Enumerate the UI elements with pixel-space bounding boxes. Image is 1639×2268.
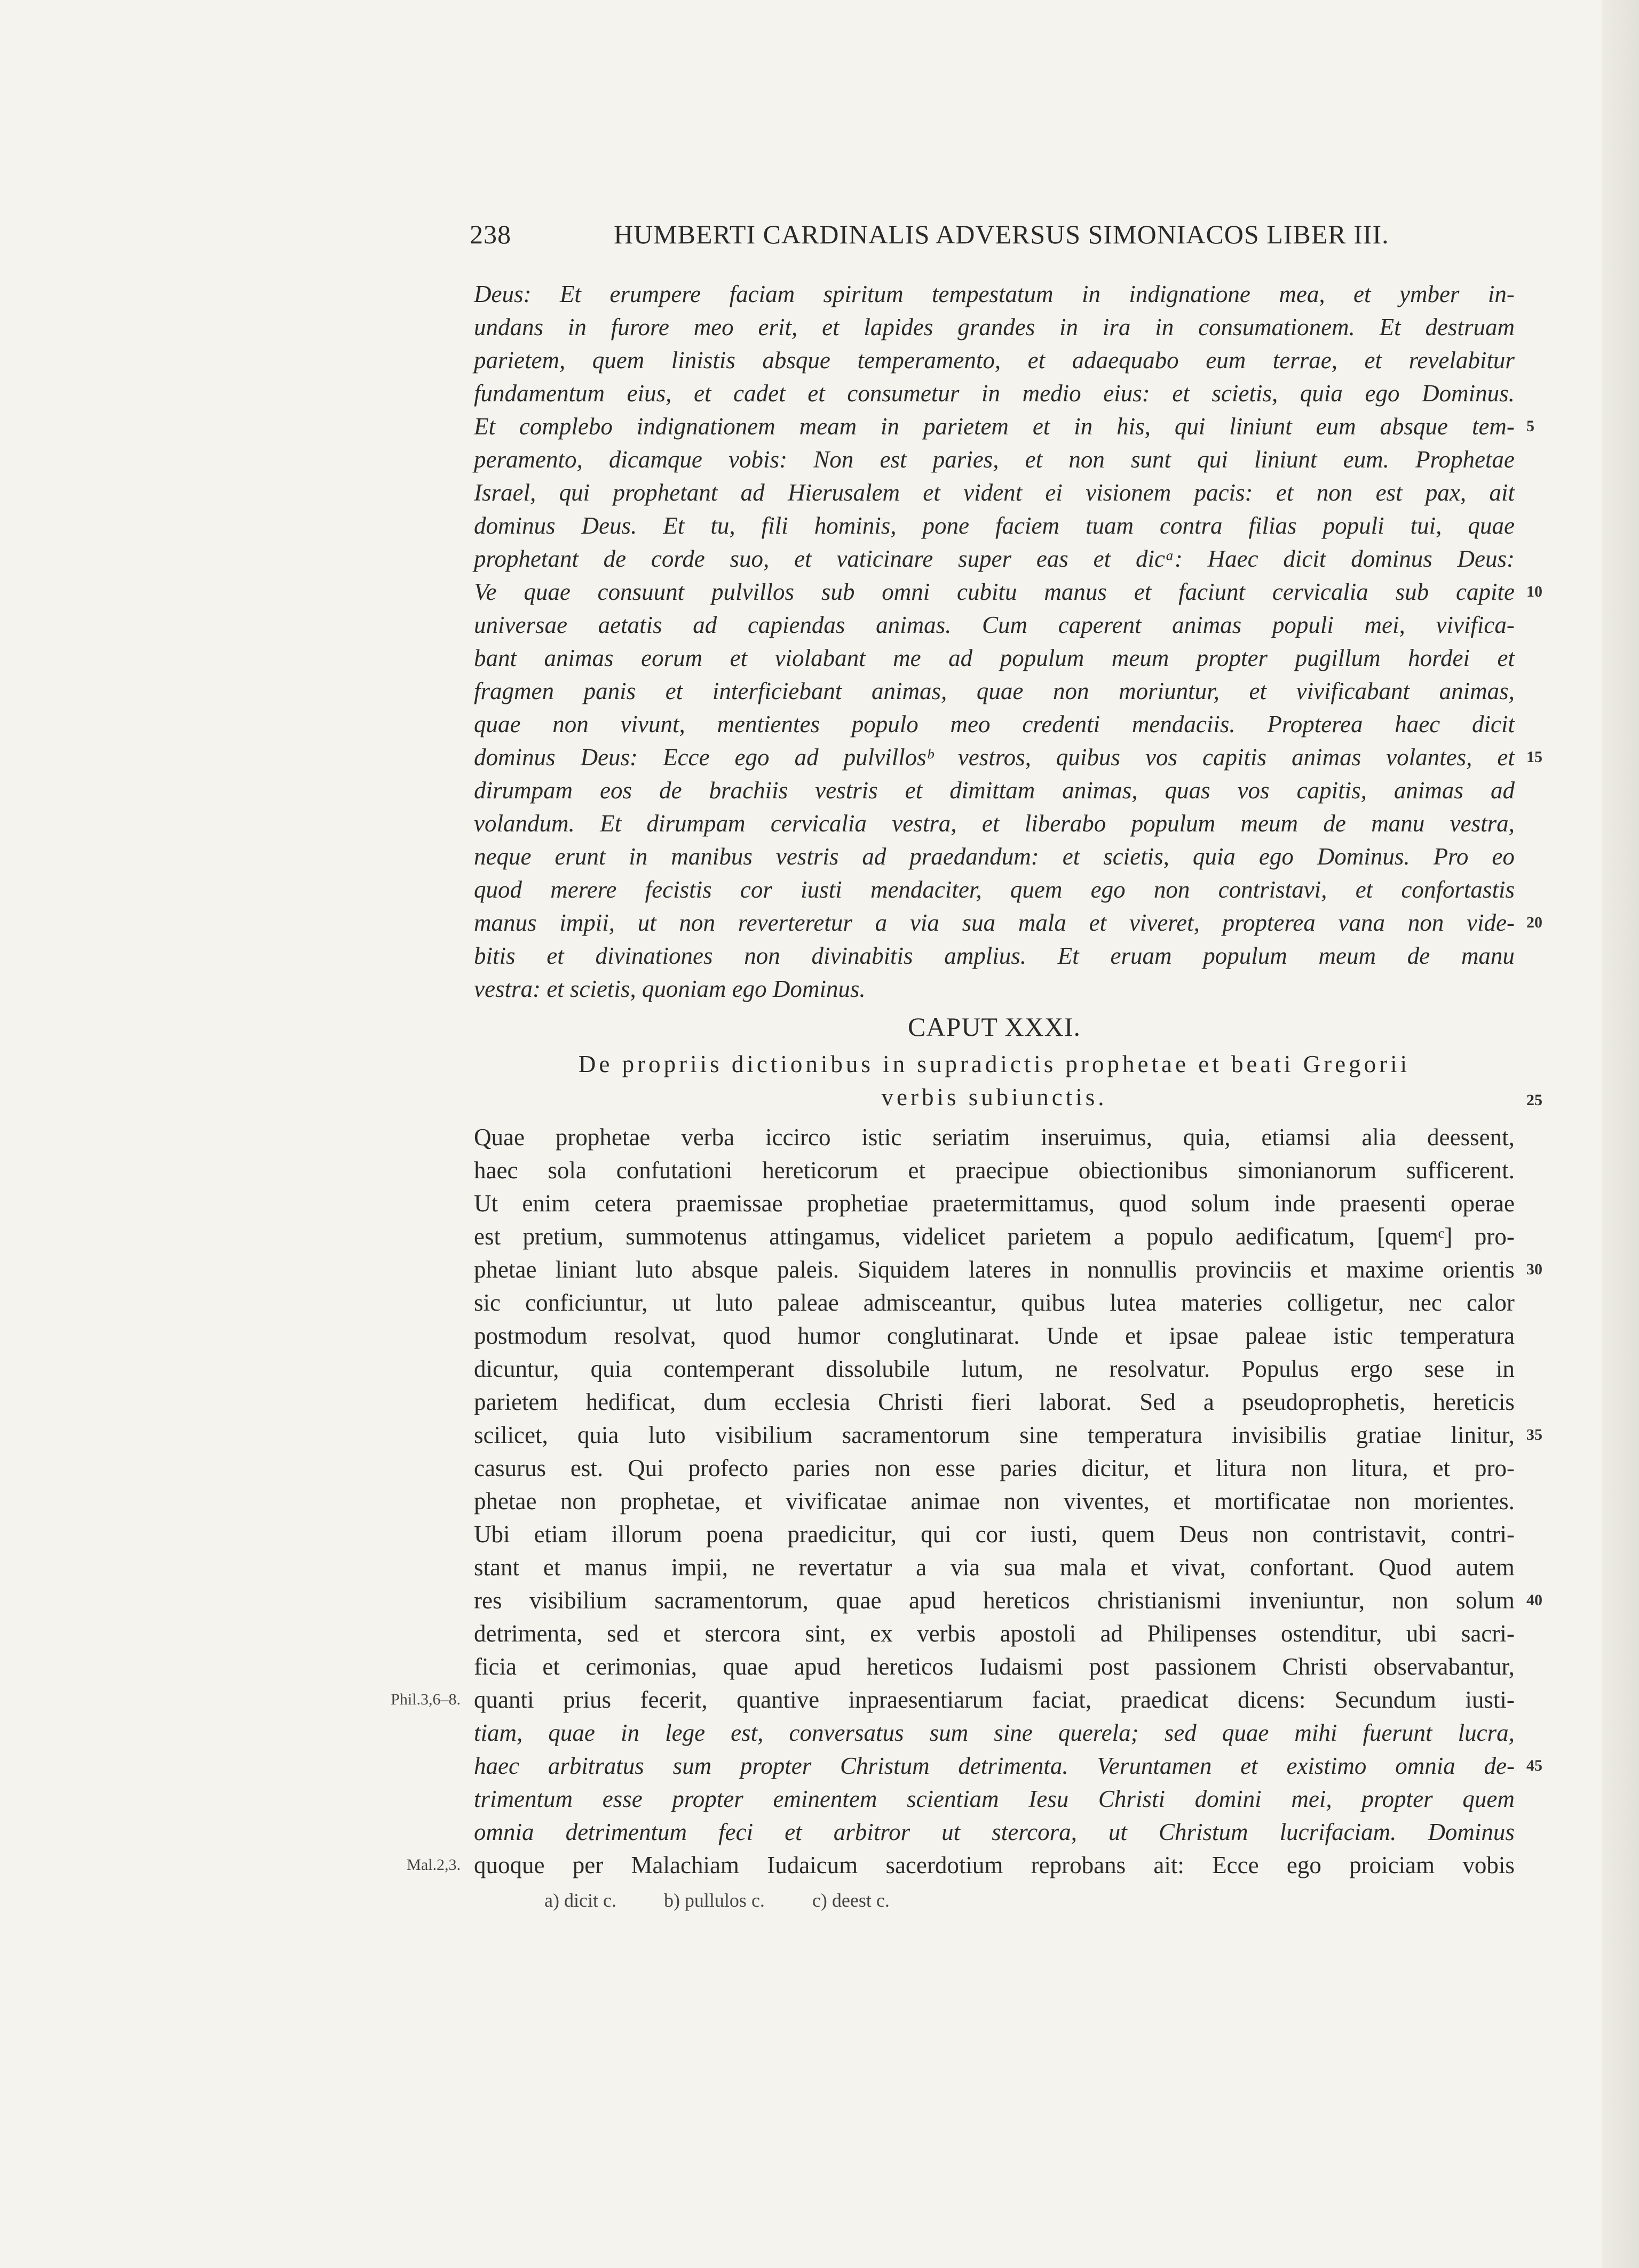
line-text: phetae non prophetae, et vivificatae animae non viventes, et mortificatae non morientes. <box>474 1488 1515 1514</box>
text-line <box>474 1749 1542 1782</box>
line-text: haec arbitratus sum propter Christum detrimenta. Veruntamen et existimo omnia de- <box>474 1752 1515 1779</box>
text-line <box>474 542 1515 575</box>
text-line <box>474 873 1515 906</box>
page-number: 238 <box>470 219 511 249</box>
text-line <box>474 708 1515 741</box>
text-line <box>391 1683 1515 1716</box>
line-text: postmodum resolvat, quod humor conglutinarat. Unde et ipsae paleae istic temperatura <box>474 1322 1515 1349</box>
text-line <box>474 443 1515 476</box>
chapter-subtitle-line1: De propriis dictionibus in supradictis prophetae et beati Gregorii <box>578 1051 1411 1077</box>
text-line <box>474 1782 1515 1815</box>
text-line <box>474 939 1515 972</box>
chapter-title: CAPUT XXXI. <box>908 1012 1081 1042</box>
text-line <box>474 1352 1515 1385</box>
line-text: res visibilium sacramentorum, quae apud hereticos christianismi inveniuntur, non solum <box>474 1587 1515 1614</box>
line-text: undans in furore meo erit, et lapides grandes in ira in consumationem. Et destruam <box>474 314 1515 340</box>
line-text: quae non vivunt, mentientes populo meo credenti mendaciis. Propterea haec dicit <box>474 711 1515 738</box>
footnote-a: a) dicit c. <box>544 1890 616 1911</box>
text-line <box>474 1319 1515 1352</box>
line-text: volandum. Et dirumpam cervicalia vestra, et liberabo populum meum de manu vestra, <box>474 810 1515 837</box>
line-text: Ubi etiam illorum poena praedicitur, qui cor iusti, quem Deus non contristavit, contri- <box>474 1521 1515 1548</box>
line-text: phetae liniant luto absque paleis. Siquidem lateres in nonnullis provinciis et maxime orientis <box>474 1256 1515 1283</box>
line-text: Et complebo indignationem meam in parietem et in his, qui liniunt eum absque tem- <box>474 413 1515 440</box>
scripture-quote-block <box>474 277 1542 1005</box>
line-number: 45 <box>1526 1757 1542 1774</box>
line-text: stant et manus impii, ne revertatur a via sua mala et vivat, confortant. Quod autem <box>474 1554 1515 1581</box>
text-line <box>474 741 1542 774</box>
line-text: universae aetatis ad capiendas animas. Cum caperent animas populi mei, vivifica- <box>474 612 1515 638</box>
chapter-subtitle-line2 <box>474 1083 1515 1111</box>
line-number: 10 <box>1526 583 1542 600</box>
page-edge <box>1602 0 1639 2268</box>
footnote-b: b) pullulos c. <box>663 1890 765 1911</box>
line-number: 30 <box>1526 1260 1542 1278</box>
line-number: 20 <box>1526 914 1542 931</box>
line-text: dominus Deus: Ecce ego ad pulvillosᵇ vestros, quibus vos capitis animas volantes, et <box>474 744 1515 771</box>
text-line <box>474 277 1515 311</box>
text-line <box>474 1452 1515 1485</box>
line-text: bant animas eorum et violabant me ad populum meum propter pugillum hordei et <box>474 645 1515 671</box>
text-line <box>474 807 1515 840</box>
text-line <box>474 972 1515 1005</box>
text-line <box>474 1187 1515 1220</box>
line-text: Deus: Et erumpere faciam spiritum tempestatum in indignatione mea, et ymber in- <box>474 281 1515 307</box>
text-line <box>474 311 1515 344</box>
line-text: trimentum esse propter eminentem scientiam Iesu Christi domini mei, propter quem <box>474 1786 1515 1812</box>
commentary-body-block <box>391 1121 1542 1882</box>
line-text: bitis et divinationes non divinabitis amplius. Et eruam populum meum de manu <box>474 942 1515 969</box>
chapter-subtitle-text: verbis subiunctis. <box>881 1084 1107 1111</box>
text-line <box>474 1418 1542 1452</box>
line-text: fragmen panis et interficiebant animas, quae non moriuntur, et vivificabant animas, <box>474 678 1515 704</box>
line-text: dirumpam eos de brachiis vestris et dimittam animas, quas vos capitis, animas ad <box>474 777 1515 804</box>
margin-reference: Mal.2,3. <box>407 1856 461 1874</box>
line-text: quanti prius fecerit, quantive inpraesentiarum faciat, praedicat dicens: Secundum iusti- <box>474 1686 1515 1713</box>
text-line <box>474 1551 1515 1584</box>
text-line <box>474 410 1534 443</box>
text-line <box>474 1286 1515 1319</box>
text-line <box>474 1253 1542 1286</box>
line-text: manus impii, ut non reverteretur a via sua mala et viveret, propterea vana non vide- <box>474 909 1515 936</box>
margin-reference: Phil.3,6–8. <box>391 1691 461 1708</box>
line-text: quoque per Malachiam Iudaicum sacerdotium reprobans ait: Ecce ego proiciam vobis <box>474 1852 1515 1878</box>
text-line <box>474 1485 1515 1518</box>
text-line <box>474 641 1515 675</box>
line-text: tiam, quae in lege est, conversatus sum sine querela; sed quae mihi fuerunt lucra, <box>474 1719 1515 1746</box>
line-text: scilicet, quia luto visibilium sacramentorum sine temperatura invisibilis gratiae linitur, <box>474 1422 1515 1448</box>
text-line <box>474 1385 1515 1418</box>
line-text: casurus est. Qui profecto paries non esse paries dicitur, et litura non litura, et pro- <box>474 1455 1515 1481</box>
line-text: Ut enim cetera praemissae prophetiae praetermittamus, quod solum inde praesenti operae <box>474 1190 1515 1217</box>
line-text: sic conficiuntur, ut luto paleae admisceantur, quibus lutea materies colligetur, nec calor <box>474 1289 1515 1316</box>
text-line <box>474 1154 1515 1187</box>
running-header <box>470 219 1510 261</box>
line-number: 40 <box>1526 1591 1542 1609</box>
text-line <box>474 774 1515 807</box>
line-text: haec sola confutationi hereticorum et praecipue obiectionibus simonianorum sufficerent. <box>474 1157 1515 1184</box>
line-number: 35 <box>1526 1426 1542 1444</box>
line-text: dicuntur, quia contemperant dissolubile lutum, ne resolvatur. Populus ergo sese in <box>474 1355 1515 1382</box>
line-text: peramento, dicamque vobis: Non est paries, et non sunt qui liniunt eum. Prophetae <box>474 446 1515 473</box>
line-text: quod merere fecistis cor iusti mendaciter, quem ego non contristavi, et confortastis <box>474 876 1515 903</box>
footnote-c: c) deest c. <box>812 1890 890 1911</box>
line-text: vestra: et scietis, quoniam ego Dominus. <box>474 976 866 1002</box>
line-number: 15 <box>1526 748 1542 766</box>
line-text: est pretium, summotenus attingamus, videlicet parietem a populo aedificatum, [quemᶜ] pro- <box>474 1223 1515 1250</box>
text-line <box>474 509 1515 542</box>
line-text: dominus Deus. Et tu, fili hominis, pone faciem tuam contra filias populi tui, quae <box>474 512 1515 539</box>
text-line <box>407 1849 1515 1882</box>
text-line <box>474 1584 1542 1617</box>
text-line <box>474 344 1515 377</box>
text-line <box>474 377 1515 410</box>
line-number: 25 <box>1526 1091 1542 1109</box>
line-number: 5 <box>1526 417 1534 435</box>
text-line <box>474 1815 1515 1849</box>
text-line <box>474 1220 1515 1253</box>
line-text: parietem, quem linistis absque temperamento, et adaequabo eum terrae, et revelabitur <box>474 347 1515 374</box>
text-line <box>474 1518 1515 1551</box>
text-line <box>474 608 1515 641</box>
line-text: Israel, qui prophetant ad Hierusalem et vident ei visionem pacis: et non est pax, ait <box>474 479 1515 506</box>
text-line <box>474 575 1542 608</box>
line-text: neque erunt in manibus vestris ad praedandum: et scietis, quia ego Dominus. Pro eo <box>474 843 1515 870</box>
text-line <box>474 840 1515 873</box>
footnotes <box>544 1889 932 1912</box>
line-text: Ve quae consuunt pulvillos sub omni cubitu manus et faciunt cervicalia sub capite <box>474 578 1515 605</box>
text-line <box>474 675 1515 708</box>
line-text: prophetant de corde suo, et vaticinare super eas et dicᵃ: Haec dicit dominus Deus: <box>474 545 1515 572</box>
text-line <box>474 476 1515 509</box>
line-text: omnia detrimentum feci et arbitror ut stercora, ut Christum lucrifaciam. Dominus <box>474 1819 1515 1845</box>
line-text: parietem hedificat, dum ecclesia Christi fieri laborat. Sed a pseudoprophetis, hereticis <box>474 1389 1515 1415</box>
text-line <box>474 1617 1515 1650</box>
line-text: detrimenta, sed et stercora sint, ex verbis apostoli ad Philipenses ostenditur, ubi sacri- <box>474 1620 1515 1647</box>
line-text: fundamentum eius, et cadet et consumetur in medio eius: et scietis, quia ego Dominus. <box>474 380 1515 407</box>
running-title: HUMBERTI CARDINALIS ADVERSUS SIMONIACOS LIBER III. <box>614 219 1389 249</box>
text-line <box>474 1650 1515 1683</box>
text-line <box>474 906 1542 939</box>
line-text: ficia et cerimonias, quae apud hereticos Iudaismi post passionem Christi observabantur, <box>474 1653 1515 1680</box>
line-text: Quae prophetae verba iccirco istic seriatim inseruimus, quia, etiamsi alia deessent, <box>474 1124 1515 1151</box>
text-line <box>474 1121 1515 1154</box>
text-line <box>474 1716 1515 1749</box>
